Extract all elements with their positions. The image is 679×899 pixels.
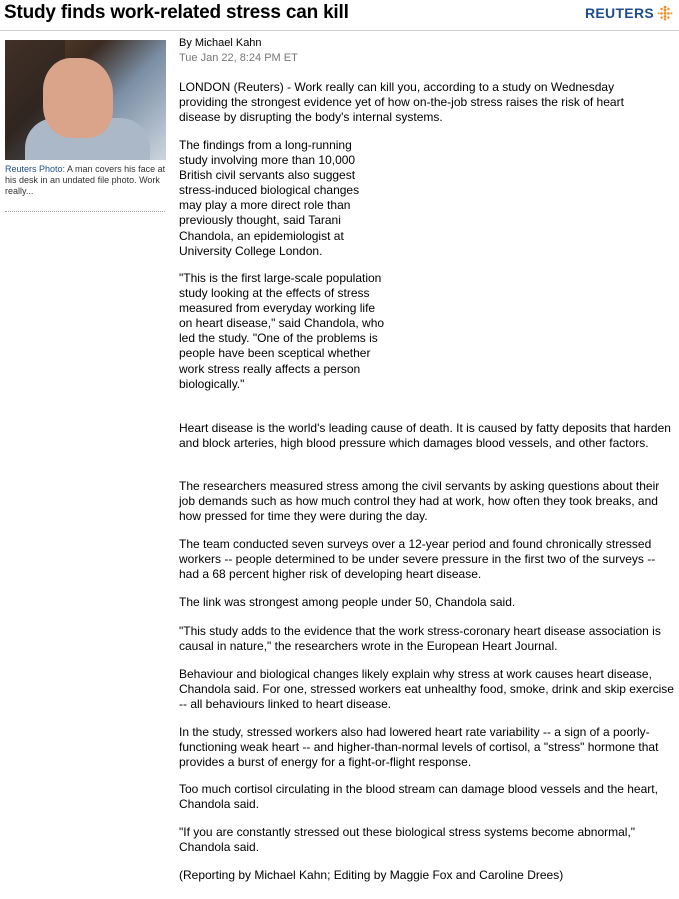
article-paragraph: LONDON (Reuters) - Work really can kill you, according to a study on Wednesday providing the strongest evidence yet of how on-the-job stress raises the risk of heart disease by disrupting the body's internal systems. [179,80,624,125]
reuters-logo[interactable] [585,5,673,21]
article-paragraph: "If you are constantly stressed out these biological stress systems become abnormal," Chandola said. [179,825,636,855]
caption-divider [5,211,165,212]
article-paragraph: The link was strongest among people under 50, Chandola said. [179,595,516,609]
article-byline: By Michael Kahn [179,37,262,49]
article-paragraph: Too much cortisol circulating in the blood stream can damage blood vessels and the heart, Chandola said. [179,782,658,812]
reuters-wordmark: REUTERS [585,5,654,21]
photo-credit-link[interactable]: Reuters Photo: [5,164,66,174]
article-headline: Study finds work-related stress can kill [4,2,349,23]
article-paragraph: Behaviour and biological changes likely explain why stress at work causes heart disease, Chandola said. For one, stressed workers eat unhealthy food, smoke, drink and skip exercise -- all behaviours linked to heart disease. [179,667,674,712]
article-photo[interactable] [5,40,166,160]
page-header [0,0,679,31]
photo-caption [5,164,167,197]
article-paragraph: The findings from a long-running study involving more than 10,000 British civil servants also suggest stress-induced biological changes may play a more direct role than previously thought, said Tarani Chandola, an epidemiologist at University College London. [179,138,360,258]
article-paragraph: The team conducted seven surveys over a 12-year period and found chronically stressed workers -- people determined to be under severe pressure in the first two of the surveys -- had a 68 percent higher risk of developing heart disease. [179,537,656,582]
photo-face-hands [43,58,113,138]
article-paragraph: Heart disease is the world's leading cause of death. It is caused by fatty deposits that harden and block arteries, high blood pressure which damages blood vessels, and other factors. [179,421,671,451]
article-paragraph: "This study adds to the evidence that the work stress-coronary heart disease association is causal in nature," the researchers wrote in the European Heart Journal. [179,624,661,654]
article-paragraph: "This is the first large-scale population study looking at the effects of stress measured from everyday working life on heart disease," said Chandola, who led the study. "One of the problems is people have been sceptical whether work stress really affects a person biologically." [179,271,385,391]
article-paragraph: In the study, stressed workers also had lowered heart rate variability -- a sign of a poorly-functioning weak heart -- and higher-than-normal levels of cortisol, a "stress" hormone that provides a burst of energy for a fight-or-flight response. [179,725,659,770]
photo-caption-text: A man covers his face at his desk in an undated file photo. Work really... [5,164,166,196]
article-dateline: Tue Jan 22, 8:24 PM ET [179,52,298,64]
reuters-dots-icon [657,5,673,21]
article-paragraph: The researchers measured stress among the civil servants by asking questions about their job demands such as how much control they had at work, how often they took breaks, and how pressed for time they were during the day. [179,479,660,524]
article-paragraph: (Reporting by Michael Kahn; Editing by Maggie Fox and Caroline Drees) [179,868,564,882]
